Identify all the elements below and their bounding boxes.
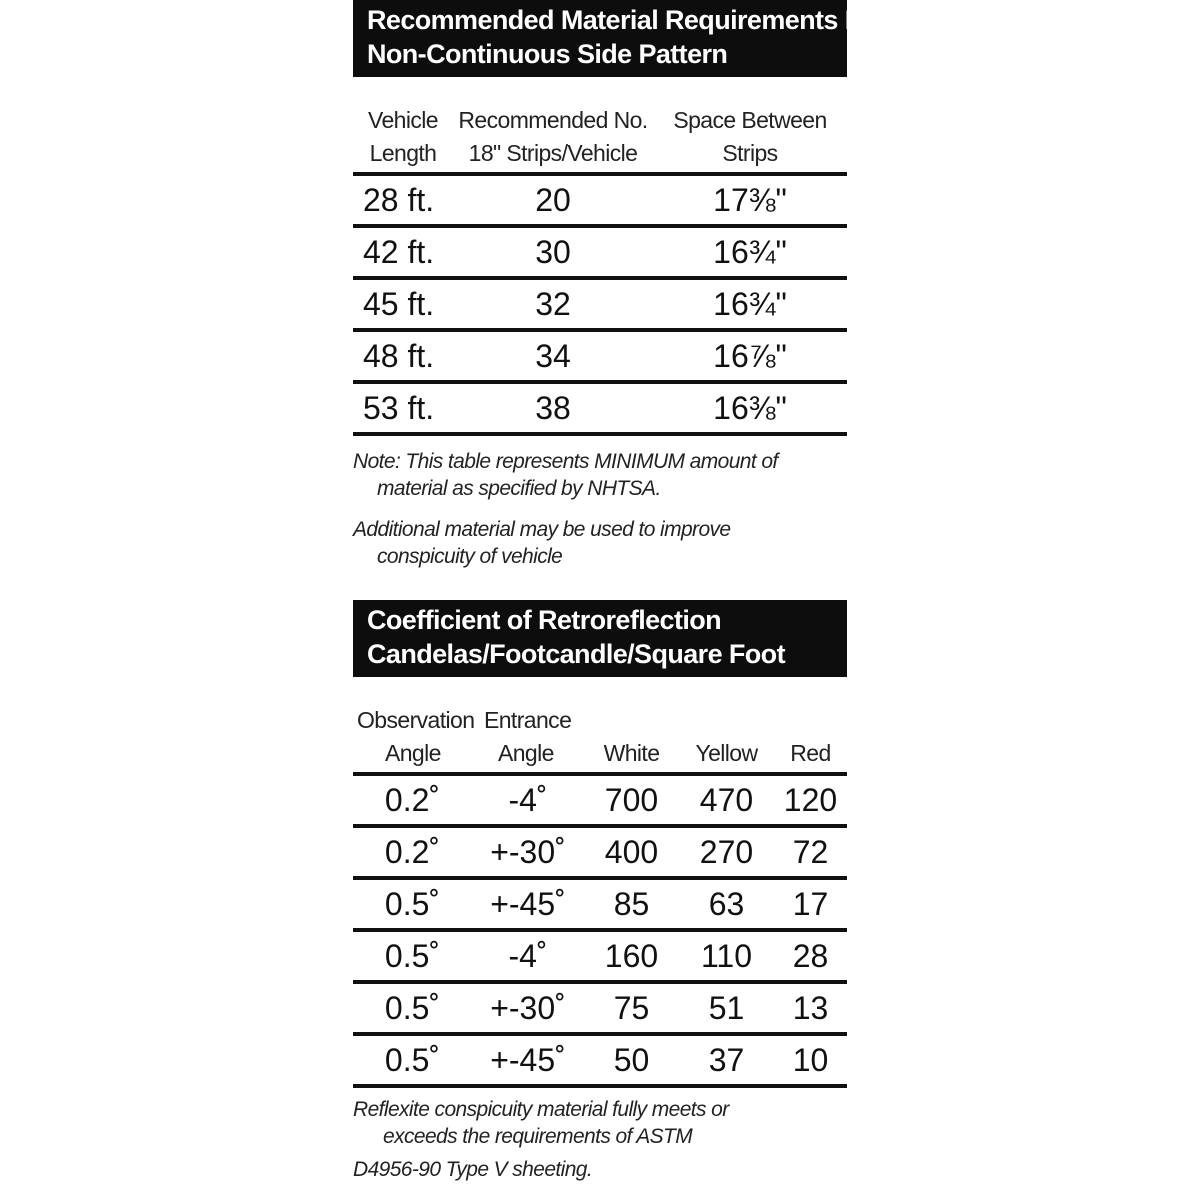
note-line: Reflexite conspicuity material fully meets or: [353, 1098, 729, 1121]
material-requirements-title-bar: [353, 0, 887, 77]
title-line-2: Candelas/Footcandle/Square Foot: [367, 639, 785, 669]
table-row: [353, 226, 847, 278]
cell-red: 17: [774, 878, 847, 930]
cell-strips: 20: [453, 174, 653, 226]
header-line: Angle: [385, 740, 441, 766]
cell-yellow: 270: [679, 826, 774, 878]
cell-red: 10: [774, 1034, 847, 1086]
header-line: Yellow: [695, 740, 758, 766]
table-row: [353, 774, 847, 826]
table-row: [353, 878, 847, 930]
cell-red: 13: [774, 982, 847, 1034]
table-row: [353, 382, 847, 434]
material-requirements-table: [353, 104, 847, 436]
header-yellow: [679, 704, 774, 774]
table-row: [353, 982, 847, 1034]
cell-entrance: +-30˚: [472, 982, 584, 1034]
cell-strips: 34: [453, 330, 653, 382]
cell-yellow: 37: [679, 1034, 774, 1086]
note-line: Additional material may be used to improve: [353, 518, 731, 541]
retroreflection-title-bar: [353, 600, 847, 677]
cell-length: 28 ft.: [353, 174, 453, 226]
table-row: [353, 826, 847, 878]
header-line: Length: [369, 140, 437, 166]
header-entrance-angle: [472, 704, 584, 774]
cell-red: 72: [774, 826, 847, 878]
astm-note: [353, 1096, 847, 1183]
header-line: White: [603, 740, 660, 766]
note-line: conspicuity of vehicle: [377, 545, 563, 568]
cell-strips: 30: [453, 226, 653, 278]
cell-space: 17⅜": [653, 174, 847, 226]
cell-entrance: +-45˚: [472, 878, 584, 930]
table-row: [353, 278, 847, 330]
header-line: Angle: [498, 740, 554, 766]
cell-white: 700: [584, 774, 679, 826]
cell-space: 16⅞": [653, 330, 847, 382]
nhtsa-note: [353, 448, 847, 502]
retroreflection-section: [353, 600, 847, 1183]
cell-red: 120: [774, 774, 847, 826]
cell-space: 16⅜": [653, 382, 847, 434]
cell-entrance: +-45˚: [472, 1034, 584, 1086]
table-row: [353, 174, 847, 226]
cell-observation: 0.5˚: [353, 930, 472, 982]
cell-white: 160: [584, 930, 679, 982]
cell-yellow: 110: [679, 930, 774, 982]
cell-space: 16¾": [653, 278, 847, 330]
title-line-1: Recommended Material Requirements For: [367, 5, 887, 35]
cell-red: 28: [774, 930, 847, 982]
note-line: material as specified by NHTSA.: [377, 477, 661, 500]
cell-space: 16¾": [653, 226, 847, 278]
cell-entrance: -4˚: [472, 930, 584, 982]
header-line: Space Between: [673, 107, 827, 133]
note-line: exceeds the requirements of ASTM: [383, 1125, 693, 1148]
header-line: Vehicle: [368, 107, 438, 133]
header-line: Observation: [357, 707, 475, 733]
header-row: [353, 104, 847, 174]
cell-white: 50: [584, 1034, 679, 1086]
cell-observation: 0.5˚: [353, 1034, 472, 1086]
cell-white: 400: [584, 826, 679, 878]
cell-entrance: -4˚: [472, 774, 584, 826]
cell-length: 48 ft.: [353, 330, 453, 382]
additional-material-note: [353, 516, 847, 570]
title-line-2: Non-Continuous Side Pattern: [367, 39, 728, 69]
header-vehicle-length: [353, 104, 453, 174]
cell-strips: 38: [453, 382, 653, 434]
cell-observation: 0.2˚: [353, 774, 472, 826]
retroreflection-table: [353, 704, 847, 1088]
cell-length: 42 ft.: [353, 226, 453, 278]
cell-yellow: 51: [679, 982, 774, 1034]
cell-entrance: +-30˚: [472, 826, 584, 878]
header-line: Strips: [722, 140, 778, 166]
cell-white: 85: [584, 878, 679, 930]
header-red: [774, 704, 847, 774]
table-row: [353, 330, 847, 382]
cell-length: 45 ft.: [353, 278, 453, 330]
cell-yellow: 470: [679, 774, 774, 826]
header-white: [584, 704, 679, 774]
table-row: [353, 930, 847, 982]
material-requirements-section: [353, 0, 887, 570]
cell-yellow: 63: [679, 878, 774, 930]
cell-length: 53 ft.: [353, 382, 453, 434]
header-line: Red: [790, 740, 831, 766]
cell-observation: 0.5˚: [353, 878, 472, 930]
note-line: D4956-90 Type V sheeting.: [353, 1158, 593, 1181]
header-recommended-strips: [453, 104, 653, 174]
header-row: [353, 704, 847, 774]
header-line: Recommended No.: [458, 107, 648, 133]
cell-strips: 32: [453, 278, 653, 330]
header-space-between: [653, 104, 847, 174]
header-observation-angle: [353, 704, 475, 774]
header-line: 18" Strips/Vehicle: [468, 140, 638, 166]
cell-white: 75: [584, 982, 679, 1034]
cell-observation: 0.5˚: [353, 982, 472, 1034]
table-row: [353, 1034, 847, 1086]
cell-observation: 0.2˚: [353, 826, 472, 878]
note-line: Note: This table represents MINIMUM amount of: [353, 450, 778, 473]
title-line-1: Coefficient of Retroreflection: [367, 605, 722, 635]
header-line: Entrance: [484, 707, 572, 733]
